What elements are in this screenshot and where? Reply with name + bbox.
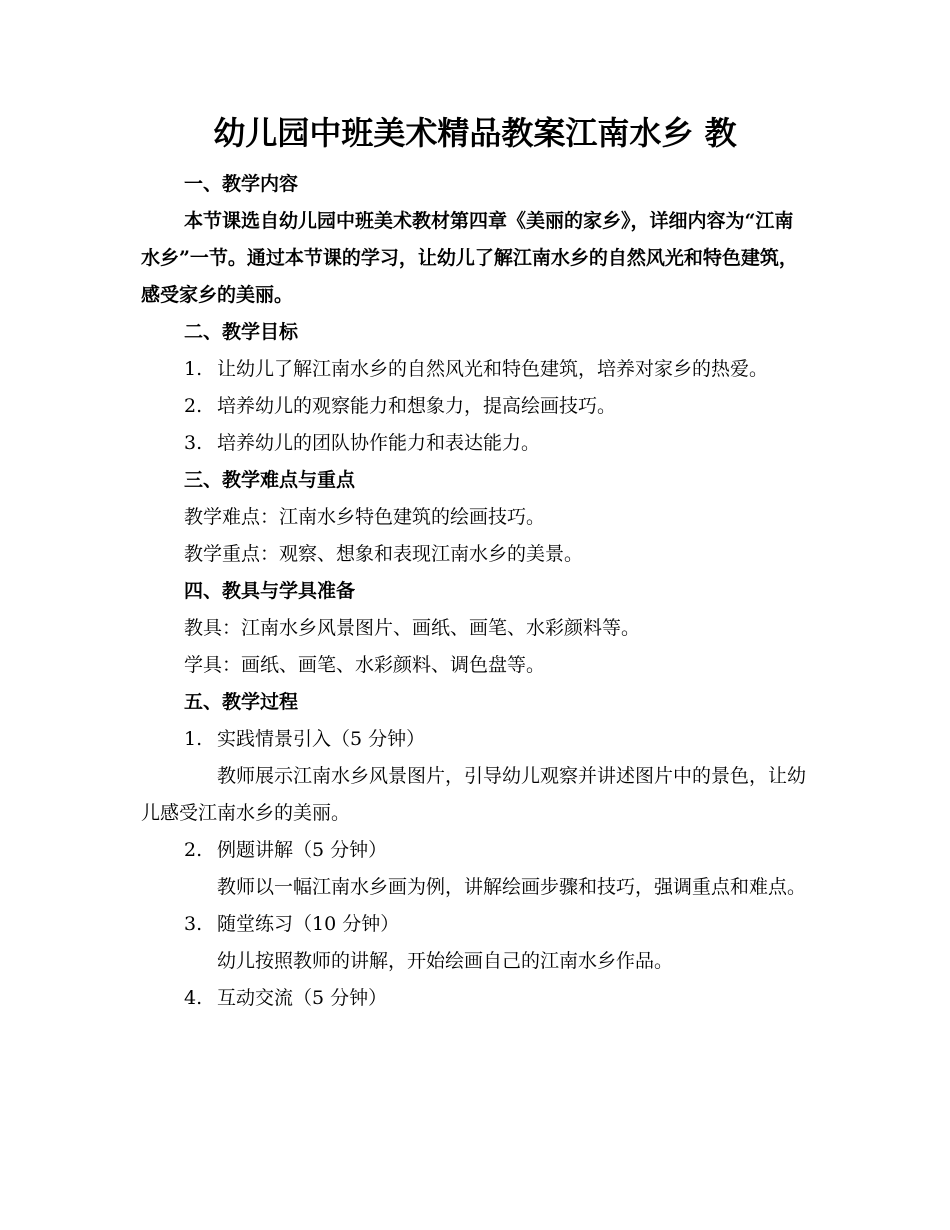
objective-text: 让幼儿了解江南水乡的自然风光和特色建筑，培养对家乡的热爱。: [217, 358, 769, 380]
process-step-title: [141, 906, 807, 943]
objective-item: [141, 351, 807, 388]
section-heading-materials: 四、教具与学具准备: [184, 580, 356, 602]
step-number: 3.: [184, 913, 203, 935]
focus-text: 教学重点：观察、想象和表现江南水乡的美景。: [184, 543, 584, 565]
step-number: 2.: [184, 839, 203, 861]
step-title-text: 实践情景引入（5 分钟）: [217, 728, 426, 750]
objective-text: 培养幼儿的观察能力和想象力，提高绘画技巧。: [217, 395, 617, 417]
process-step-title: [141, 832, 807, 869]
process-step-description: 教师以一幅江南水乡画为例，讲解绘画步骤和技巧，强调重点和难点。: [217, 876, 807, 898]
process-step-description: 幼儿按照教师的讲解，开始绘画自己的江南水乡作品。: [217, 950, 674, 972]
process-step-title: [141, 980, 807, 1017]
objective-item: [141, 425, 807, 462]
step-number: 4.: [184, 987, 203, 1009]
objective-number: 1.: [184, 358, 203, 380]
step-title-text: 例题讲解（5 分钟）: [217, 839, 388, 861]
difficulty-text: 教学难点：江南水乡特色建筑的绘画技巧。: [184, 506, 546, 528]
step-title-text: 互动交流（5 分钟）: [217, 987, 388, 1009]
objective-item: [141, 388, 807, 425]
student-materials-text: 学具：画纸、画笔、水彩颜料、调色盘等。: [184, 654, 546, 676]
process-step-title: [141, 721, 807, 758]
process-step-description: 教师展示江南水乡风景图片，引导幼儿观察并讲述图片中的景色，让幼儿感受江南水乡的美丽。: [141, 765, 807, 824]
section-heading-objectives: 二、教学目标: [184, 321, 299, 343]
step-title-text: 随堂练习（10 分钟）: [217, 913, 400, 935]
objective-number: 2.: [184, 395, 203, 417]
section-heading-key-points: 三、教学难点与重点: [184, 469, 356, 491]
step-number: 1.: [184, 728, 203, 750]
section-heading-process: 五、教学过程: [184, 691, 299, 713]
section-heading-content: 一、教学内容: [184, 173, 299, 195]
teacher-materials-text: 教具：江南水乡风景图片、画纸、画笔、水彩颜料等。: [184, 617, 641, 639]
objective-text: 培养幼儿的团队协作能力和表达能力。: [217, 432, 541, 454]
document-body: [141, 166, 807, 1017]
section-content-paragraph: 本节课选自幼儿园中班美术教材第四章《美丽的家乡》，详细内容为“江南水乡”一节。通过本节课的学习，让幼儿了解江南水乡的自然风光和特色建筑，感受家乡的美丽。: [141, 210, 798, 306]
objective-number: 3.: [184, 432, 203, 454]
document-title: 幼儿园中班美术精品教案江南水乡 教: [213, 114, 737, 152]
